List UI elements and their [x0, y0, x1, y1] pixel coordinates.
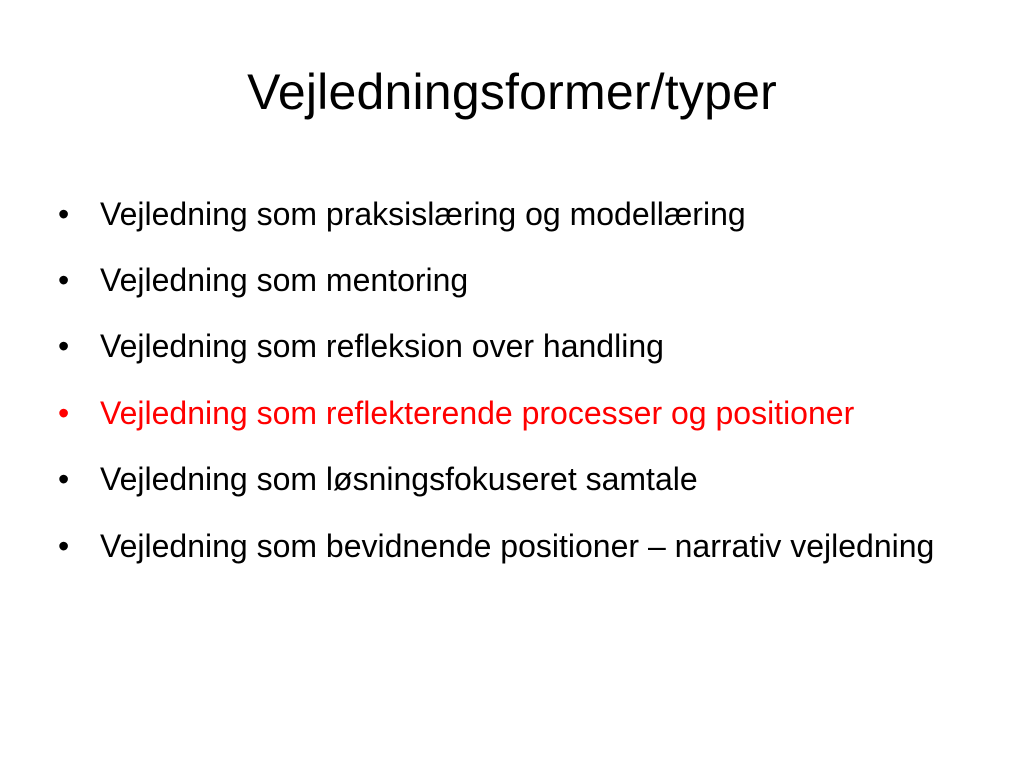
- bullet-text: Vejledning som mentoring: [100, 262, 469, 298]
- bullet-item-6: [58, 519, 958, 573]
- bullet-dot-icon: •: [58, 262, 70, 298]
- bullet-dot-icon: •: [58, 528, 70, 564]
- bullet-item-3: [58, 320, 958, 373]
- bullet-list: [58, 188, 958, 586]
- bullet-text: Vejledning som refleksion over handling: [100, 328, 664, 364]
- bullet-dot-icon: •: [58, 196, 70, 232]
- slide-title: Vejledningsformer/typer: [247, 64, 777, 120]
- bullet-text: Vejledning som løsningsfokuseret samtale: [100, 461, 698, 497]
- bullet-item-1: [58, 188, 958, 241]
- bullet-dot-icon: •: [58, 395, 70, 431]
- bullet-dot-icon: •: [58, 328, 70, 364]
- bullet-text: Vejledning som bevidnende positioner – narrativ vejledning: [100, 528, 935, 564]
- bullet-item-5: [58, 453, 958, 506]
- bullet-text: Vejledning som praksislæring og modellæring: [100, 196, 746, 232]
- bullet-item-2: [58, 254, 958, 307]
- bullet-text: Vejledning som reflekterende processer og positioner: [100, 395, 855, 431]
- bullet-dot-icon: •: [58, 461, 70, 497]
- bullet-item-4: [58, 386, 958, 440]
